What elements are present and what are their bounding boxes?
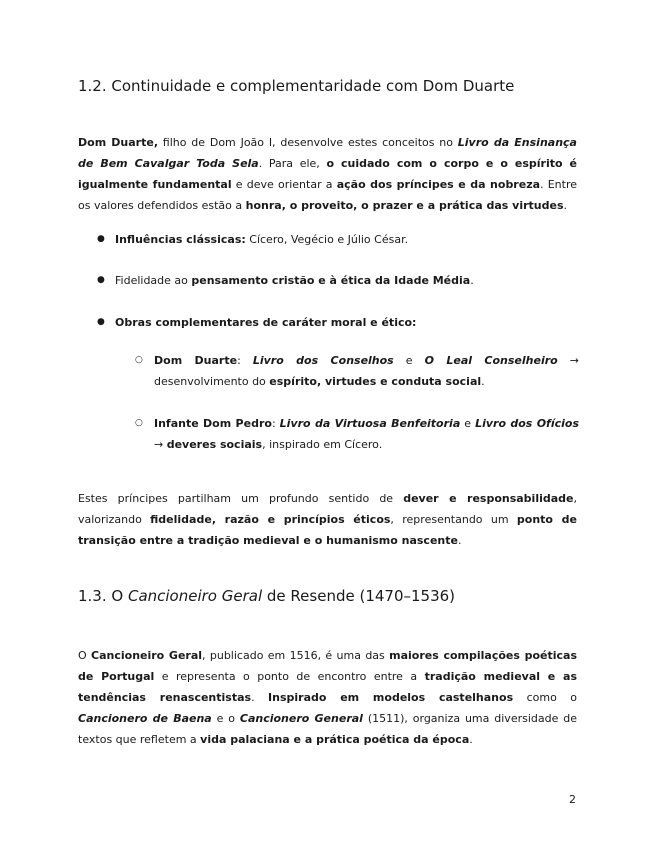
text-italic: Cancioneiro Geral: [127, 587, 263, 605]
text-bold: tradição medieval e as tendências renascentistas: [78, 670, 578, 704]
sub-bullet-circle-icon: ○: [135, 355, 143, 365]
text-bold: o cuidado com o corpo e o espírito é igualmente fundamental: [78, 157, 578, 191]
text-bold: Infante Dom Pedro: [154, 417, 272, 430]
text-bold: Cancioneiro Geral: [91, 649, 203, 662]
text: .: [481, 375, 485, 388]
text: :: [237, 354, 253, 367]
text: :: [271, 417, 280, 430]
paragraph-cancioneiro: [78, 645, 577, 750]
text-bold-italic: O Leal Conselheiro: [424, 354, 558, 367]
text: 1.3. O: [78, 587, 128, 605]
text-bold: honra, o proveito, o prazer e a prática das virtudes: [245, 199, 564, 212]
text-bold: pensamento cristão e à ética da Idade Média: [191, 274, 471, 287]
bullet-item-fidelidade: [115, 270, 585, 291]
text: Estes príncipes partilham um profundo sentido de: [78, 492, 404, 505]
text: filho de Dom João I, desenvolve estes conceitos no: [158, 136, 458, 149]
text: e o: [211, 712, 240, 725]
text: .: [457, 534, 462, 547]
text: , valorizando: [78, 492, 577, 526]
text-bold-italic: Livro dos Ofícios: [475, 417, 580, 430]
text: e: [460, 417, 476, 430]
paragraph-principes: [78, 488, 577, 551]
sub-bullet-infante-dom-pedro: [154, 413, 579, 455]
text: e representa o ponto de encontro entre a: [154, 670, 425, 683]
text: →: [154, 438, 167, 451]
text-bold: maiores compilações poéticas de Portugal: [78, 649, 578, 683]
bullet-dot-icon: ●: [97, 275, 105, 285]
text: O: [78, 649, 92, 662]
text-bold: dever e responsabilidade: [403, 492, 574, 505]
text: , inspirado em Cícero.: [262, 438, 383, 451]
text: e deve orientar a: [231, 178, 337, 191]
text-bold: Dom Duarte: [154, 354, 238, 367]
text: → desenvolvimento do: [154, 354, 579, 388]
text-bold-italic: Livro da Virtuosa Benfeitoria: [279, 417, 461, 430]
text-bold-italic: Livro da Ensinança de Bem Cavalgar Toda Sela: [78, 136, 577, 170]
text: , publicado em 1516, é uma das: [202, 649, 390, 662]
bullet-dot-icon: ●: [97, 234, 105, 244]
sub-bullet-dom-duarte: [154, 350, 579, 392]
text-bold: Influências clássicas:: [115, 233, 246, 246]
text-bold: espírito, virtudes e conduta social: [269, 375, 482, 388]
text-bold: fidelidade, razão e princípios éticos: [150, 513, 391, 526]
text: e: [393, 354, 425, 367]
text-bold-italic: Cancionero de Baena: [78, 712, 212, 725]
text: Fidelidade ao: [115, 274, 192, 287]
bullet-dot-icon: ●: [97, 317, 105, 327]
text: como o: [513, 691, 577, 704]
page-number: 2: [569, 793, 576, 806]
text: (1511), organiza uma diversidade de textos que refletem a: [78, 712, 577, 746]
text-bold: ponto de transição entre a tradição medieval e o humanismo nascente: [78, 513, 577, 547]
text: , representando um: [390, 513, 517, 526]
text-bold: ação dos príncipes e da nobreza: [336, 178, 541, 191]
text-bold-italic: Livro dos Conselhos: [252, 354, 394, 367]
paragraph-dom-duarte: [78, 132, 577, 216]
text: . Para ele,: [258, 157, 327, 170]
text: de Resende (1470–1536): [262, 587, 456, 605]
text-bold: vida palaciana e a prática poética da época: [200, 733, 470, 746]
text-bold: Dom Duarte,: [78, 136, 158, 149]
text: .: [469, 733, 473, 746]
section-heading-1-2: [78, 77, 514, 95]
section-heading-1-3: [78, 587, 455, 605]
bullet-item-obras: [115, 312, 585, 333]
section-heading-1-2-text: 1.2. Continuidade e complementaridade com Dom Duarte: [78, 77, 515, 95]
text-bold: Obras complementares de caráter moral e ético:: [115, 316, 417, 329]
text: . Entre os valores defendidos estão a: [78, 178, 577, 212]
text-bold-italic: Cancionero General: [239, 712, 363, 725]
text-bold: deveres sociais: [166, 438, 263, 451]
text: .: [563, 199, 567, 212]
text: .: [251, 691, 269, 704]
bullet-item-influencias: [115, 229, 585, 250]
text-bold: Inspirado em modelos castelhanos: [268, 691, 514, 704]
text: .: [470, 274, 474, 287]
sub-bullet-circle-icon: ○: [135, 418, 143, 428]
text: Cícero, Vegécio e Júlio César.: [245, 233, 409, 246]
